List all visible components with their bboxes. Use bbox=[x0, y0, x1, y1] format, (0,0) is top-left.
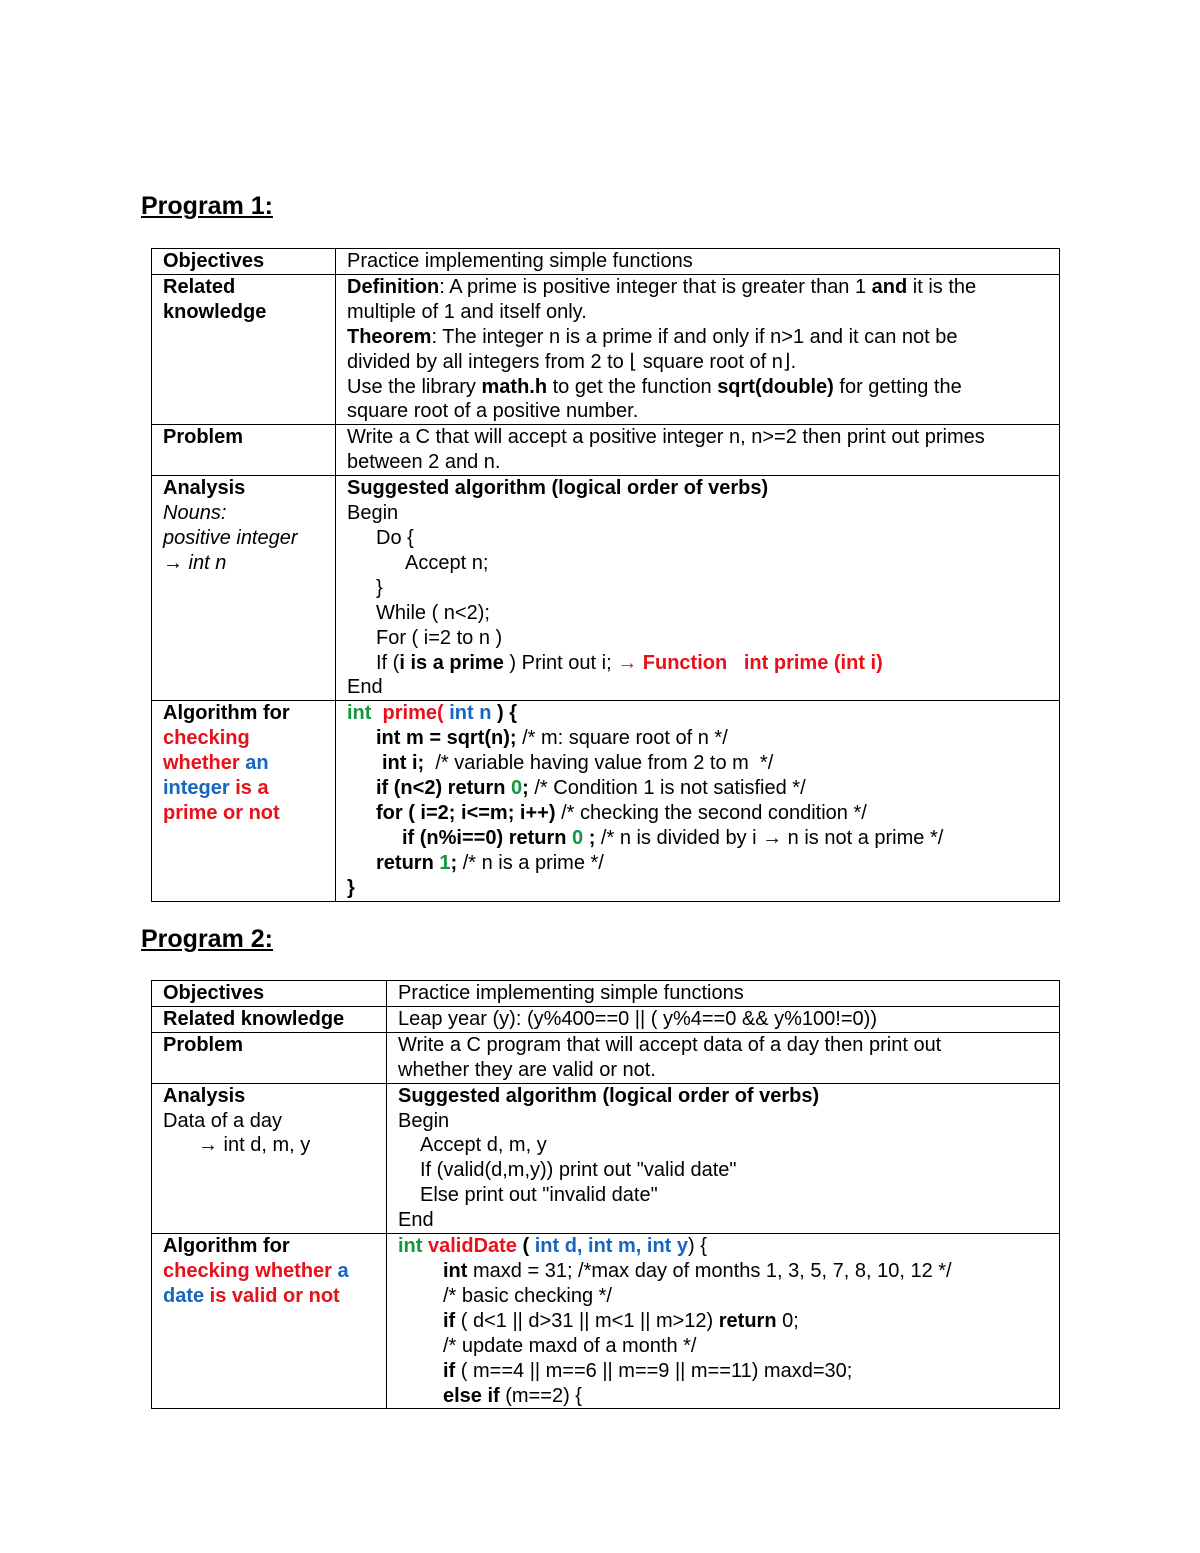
row-label: Algorithm for checking whether an integer is a prime or not bbox=[152, 701, 336, 901]
definition-line: Definition: A prime is positive integer that is greater than 1 and it is the bbox=[347, 275, 977, 298]
row-label: Objectives bbox=[152, 981, 387, 1007]
row-label: Analysis Nouns: positive integer → int n bbox=[152, 476, 336, 701]
row-value: Write a C program that will accept data of a day then print out whether they are valid or not. bbox=[387, 1032, 1060, 1083]
program-2-table bbox=[151, 980, 1060, 1409]
program-1-table bbox=[151, 248, 1060, 902]
row-value: Practice implementing simple functions bbox=[387, 981, 1060, 1007]
row-label: Problem bbox=[152, 1032, 387, 1083]
row-label: Related knowledge bbox=[152, 1006, 387, 1032]
program-2-heading: Program 2: bbox=[141, 925, 273, 953]
arrow-icon: → bbox=[163, 551, 183, 574]
objectives-row bbox=[152, 981, 1060, 1007]
objectives-row bbox=[152, 249, 1060, 275]
row-value: Write a C that will accept a positive integer n, n>=2 then print out primes between 2 and n. bbox=[336, 425, 1060, 476]
program-1-heading: Program 1: bbox=[141, 192, 273, 220]
arrow-icon: → bbox=[617, 651, 638, 674]
arrow-icon: → bbox=[198, 1134, 218, 1157]
row-value: Suggested algorithm (logical order of verbs) Begin Accept d, m, y If (valid(d,m,y)) print out "valid date" Else print out "invalid date" End bbox=[387, 1083, 1060, 1233]
analysis-row bbox=[152, 476, 1060, 701]
row-label: Analysis Data of a day → int d, m, y bbox=[152, 1083, 387, 1233]
library-line: Use the library math.h to get the function sqrt(double) for getting the bbox=[347, 375, 962, 398]
arrow-icon: → bbox=[762, 826, 783, 849]
row-value: Leap year (y): (y%400==0 || ( y%4==0 && y%100!=0)) bbox=[387, 1006, 1060, 1032]
row-value: Practice implementing simple functions bbox=[336, 249, 1060, 275]
row-label: Related knowledge bbox=[152, 274, 336, 424]
theorem-line: Theorem: The integer n is a prime if and only if n>1 and it can not be bbox=[347, 325, 958, 348]
row-value: Suggested algorithm (logical order of verbs) Begin Do { Accept n; } While ( n<2); For ( i=2 to n ) If (i is a prime ) Print out i; → Function int prime (int i) End bbox=[336, 476, 1060, 701]
row-label: Problem bbox=[152, 425, 336, 476]
related-knowledge-row bbox=[152, 1006, 1060, 1032]
algorithm-row bbox=[152, 701, 1060, 901]
analysis-row bbox=[152, 1083, 1060, 1233]
problem-row bbox=[152, 1032, 1060, 1083]
row-label: Algorithm for checking whether a date is valid or not bbox=[152, 1234, 387, 1409]
algorithm-row bbox=[152, 1234, 1060, 1409]
related-knowledge-row bbox=[152, 274, 1060, 424]
row-label: Objectives bbox=[152, 249, 336, 275]
row-value: int prime( int n ) { int m = sqrt(n); /* m: square root of n */ int i; /* variable having value from 2 to m */ if (n<2) return 0; /* Condition 1 is not satisfied */ for ( i=2; i<=m; i++) /* checking the second condition */ if (n%i==0) return 0 ; /* n is divided by i → n is not a prime */ return 1; /* n is a prime */ } bbox=[336, 701, 1060, 901]
problem-row bbox=[152, 425, 1060, 476]
row-value: Definition: A prime is positive integer that is greater than 1 and it is the multiple of 1 and itself only. Theorem: The integer n is a prime if and only if n>1 and it can not be divided by all integers from 2 to ⌊ square root of n⌋. Use the library math.h to get the function sqrt(double) for getting the square root of a positive number. bbox=[336, 274, 1060, 424]
row-value: int validDate ( int d, int m, int y) { int maxd = 31; /*max day of months 1, 3, 5, 7, 8, 10, 12 */ /* basic checking */ if ( d<1 || d>31 || m<1 || m>12) return 0; /* update maxd of a month */ if ( m==4 || m==6 || m==9 || m==11) maxd=30; else if (m==2) { bbox=[387, 1234, 1060, 1409]
